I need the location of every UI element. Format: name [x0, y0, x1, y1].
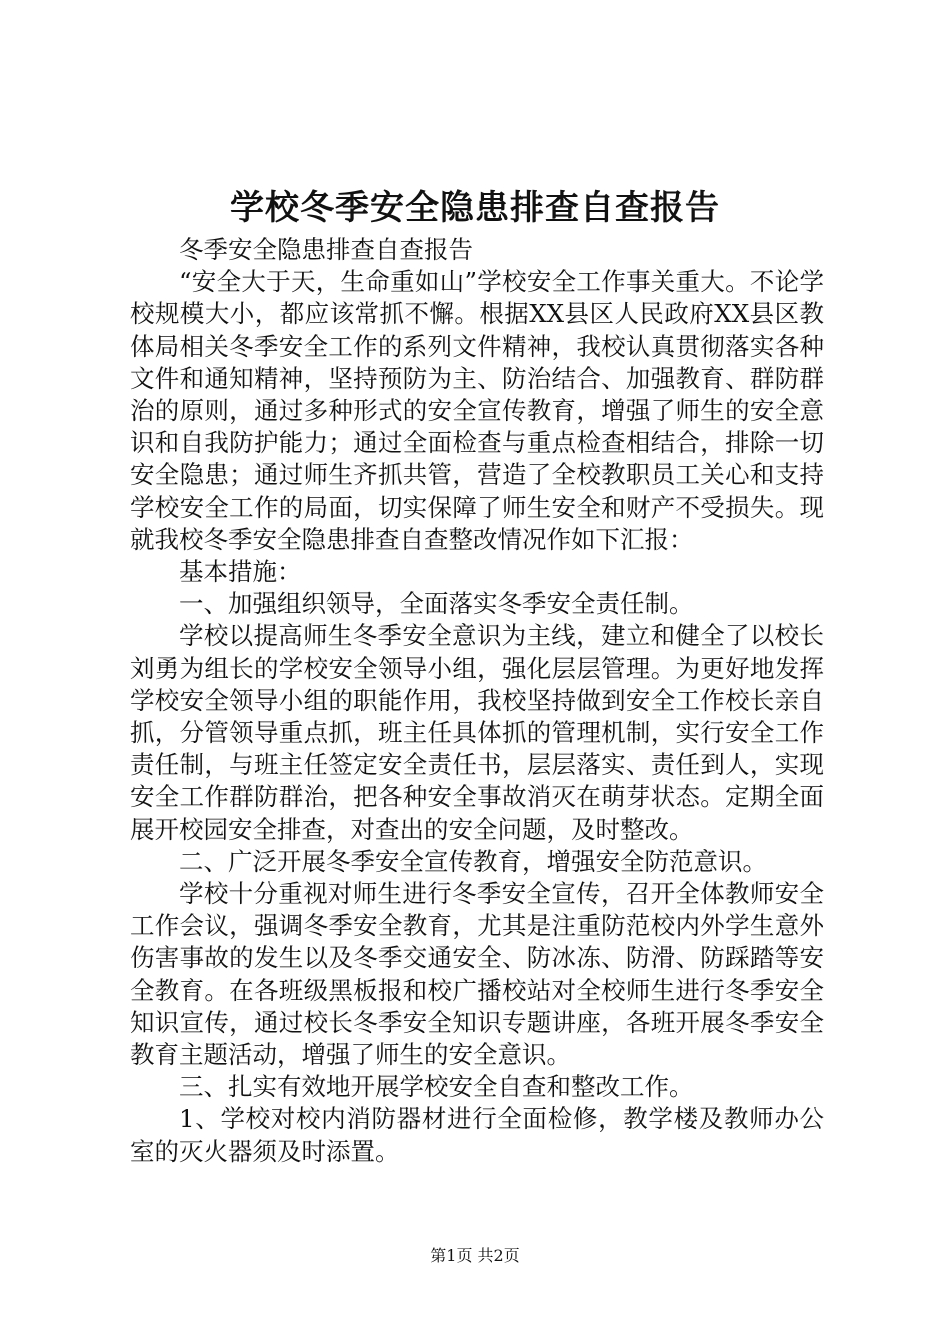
paragraph: 1、学校对校内消防器材进行全面检修，教学楼及教师办公室的灭火器须及时添置。: [130, 1104, 824, 1166]
paragraph: 学校以提高师生冬季安全意识为主线，建立和健全了以校长刘勇为组长的学校安全领导小组，强化层层管理。为更好地发挥学校安全领导小组的职能作用，我校坚持做到安全工作校长亲自抓，分管领导重点抓，班主任具体抓的管理机制，实行安全工作责任制，与班主任签定安全责任书，层层落实、责任到人，实现安全工作群防群治，把各种安全事故消灭在萌芽状态。定期全面展开校园安全排查，对查出的安全问题，及时整改。: [130, 621, 824, 844]
paragraph: 冬季安全隐患排查自查报告: [179, 235, 473, 264]
paragraph: “安全大于天，生命重如山”学校安全工作事关重大。不论学校规模大小，都应该常抓不懈。根据XX县区人民政府XX县区教体局相关冬季安全工作的系列文件精神，我校认真贯彻落实各种文件和通知精神，坚持预防为主、防治结合、加强教育、群防群治的原则，通过多种形式的安全宣传教育，增强了师生的安全意识和自我防护能力；通过全面检查与重点检查相结合，排除一切安全隐患；通过师生齐抓共管，营造了全校教职员工关心和支持学校安全工作的局面，切实保障了师生安全和财产不受损失。现就我校冬季安全隐患排查自查整改情况作如下汇报：: [130, 267, 824, 554]
document-body: [130, 234, 824, 1168]
paragraph: 学校十分重视对师生进行冬季安全宣传，召开全体教师安全工作会议，强调冬季安全教育，尤其是注重防范校内外学生意外伤害事故的发生以及冬季交通安全、防冰冻、防滑、防踩踏等安全教育。在各班级黑板报和校广播校站对全校师生进行冬季安全知识宣传，通过校长冬季安全知识专题讲座，各班开展冬季安全教育主题活动，增强了师生的安全意识。: [130, 879, 824, 1070]
paragraph: 一、加强组织领导，全面落实冬季安全责任制。: [179, 589, 694, 619]
paragraph: 基本措施：: [179, 557, 302, 587]
page-number-footer: 第1页 共2页: [430, 1246, 520, 1265]
paragraph: 二、广泛开展冬季安全宣传教育，增强安全防范意识。: [179, 846, 767, 876]
document-title: 学校冬季安全隐患排查自查报告: [230, 188, 720, 228]
paragraph: 三、扎实有效地开展学校安全自查和整改工作。: [179, 1072, 694, 1102]
